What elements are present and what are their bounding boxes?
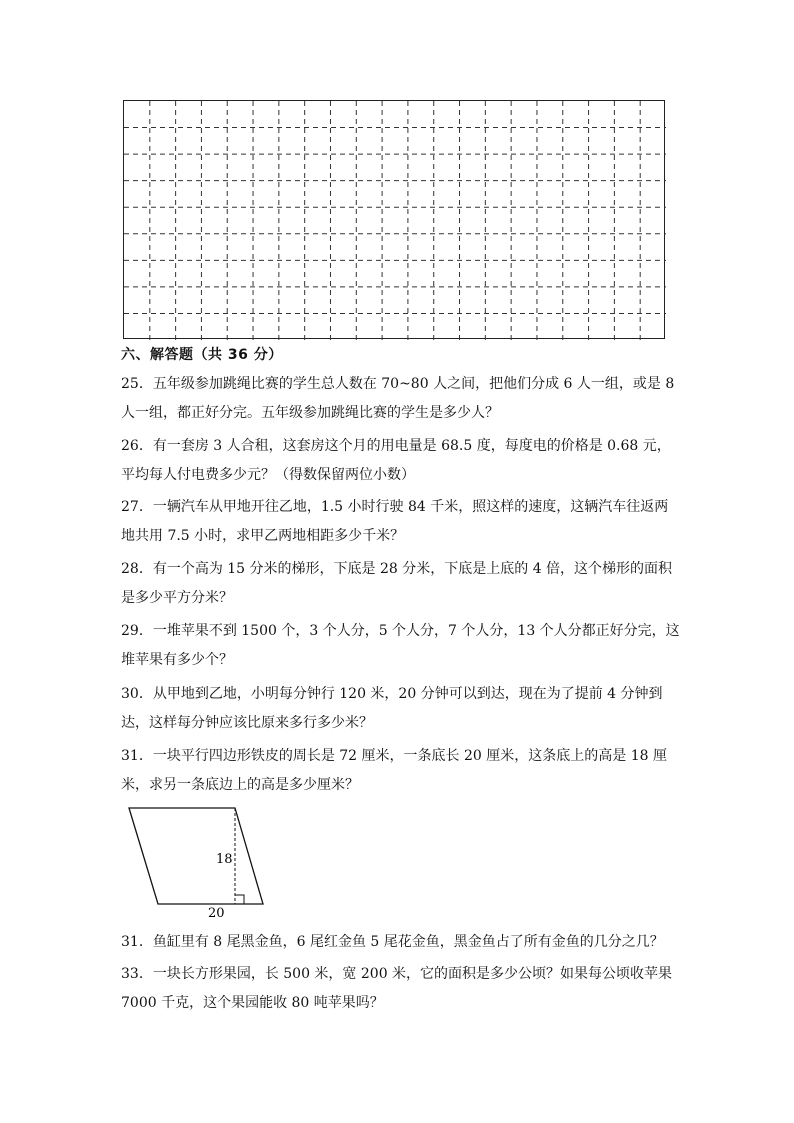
question-31: 31．一块平行四边形铁皮的周长是 72 厘米，一条底长 20 厘米，这条底上的高是 18 厘米，求另一条底边上的高是多少厘米？ (121, 748, 667, 793)
height-label: 18 (216, 852, 233, 867)
question-28: 28．有一个高为 15 分米的梯形，下底是 28 分米，下底是上底的 4 倍，这个梯形的面积是多少平方分米？ (121, 561, 673, 606)
parallelogram-shape (129, 808, 263, 904)
writing-grid (123, 100, 665, 339)
section-title: 六、解答题（共 36 分） (121, 347, 283, 363)
question-25: 25．五年级参加跳绳比赛的学生总人数在 70~80 人之间，把他们分成 6 人一组，或是 8 人一组，都正好分完。五年级参加跳绳比赛的学生是多少人？ (121, 376, 675, 421)
question-30: 30．从甲地到乙地，小明每分钟行 120 米，20 分钟可以到达，现在为了提前 4 分钟到达，这样每分钟应该比原来多行多少米？ (121, 686, 663, 731)
question-27: 27．一辆汽车从甲地开往乙地，1.5 小时行驶 84 千米，照这样的速度，这辆汽车往返两地共用 7.5 小时，求甲乙两地相距多少千米？ (121, 499, 669, 544)
question-32: 31．鱼缸里有 8 尾黑金鱼，6 尾红金鱼 5 尾花金鱼，黑金鱼占了所有金鱼的几分之几？ (121, 934, 664, 950)
parallelogram-figure (120, 806, 270, 922)
grid-lines (124, 101, 666, 340)
right-angle-mark (235, 895, 244, 904)
base-label: 20 (208, 906, 225, 918)
question-33: 33．一块长方形果园，长 500 米，宽 200 米，它的面积是多少公顷？如果每公顷收苹果 7000 千克，这个果园能收 80 吨苹果吗？ (121, 966, 673, 1011)
question-26: 26．有一套房 3 人合租，这套房这个月的用电量是 68.5 度，每度电的价格是 0.68 元，平均每人付电费多少元？（得数保留两位小数） (121, 438, 671, 483)
question-29: 29．一堆苹果不到 1500 个，3 个人分，5 个人分，7 个人分，13 个人分都正好分完，这堆苹果有多少个？ (121, 623, 680, 668)
